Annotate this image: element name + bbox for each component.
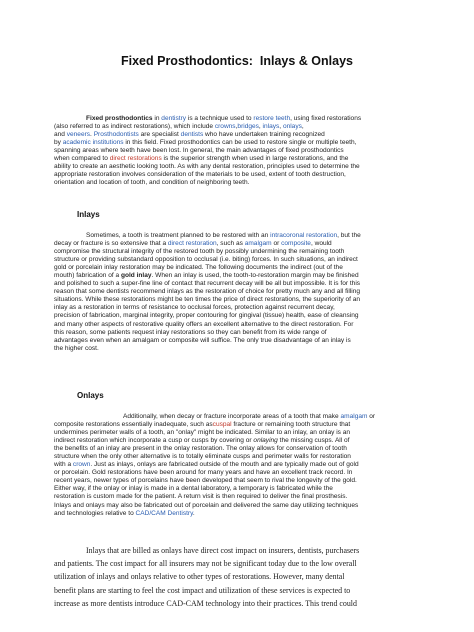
paragraph-line <box>54 264 424 272</box>
paragraph-line <box>54 288 424 296</box>
text-run: is the superior strength when used in large restorations, and the <box>161 155 349 163</box>
paragraph-line <box>54 570 424 583</box>
text-run: utilization of inlays and onlays relative to other types of restorations. However, many dental <box>54 572 345 582</box>
text-run: , such as <box>216 240 245 248</box>
text-run: and many other aspects of restorative quality offers an excellent alternative to the direct restoration. For <box>54 320 354 328</box>
text-link[interactable]: dentists <box>180 131 204 139</box>
inlays-heading: Inlays <box>77 210 100 219</box>
paragraph-line <box>54 304 424 312</box>
text-run: , <box>235 123 238 131</box>
text-run: situations. While these restorations might be ten times the price of direct restorations, the superiority of an <box>54 296 361 304</box>
text-link[interactable]: restore teeth <box>253 115 291 122</box>
text-run: structure or providing substandard opposition to occlusal (i.e. biting) forces. In such situations, an indirect <box>54 256 358 264</box>
paragraph-line <box>54 510 424 518</box>
paragraph-line <box>54 256 424 264</box>
text-run: fracture or remaining tooth structure that <box>231 421 351 429</box>
text-link[interactable]: bridges <box>237 123 259 131</box>
paragraph-line <box>54 296 424 304</box>
text-link[interactable]: CAD/CAM Dentistry <box>135 509 193 517</box>
onlays-heading: Onlays <box>77 391 104 400</box>
text-run: reason that some dentists recommend inlays as the restoration of choice for pretty much any and all filling <box>54 288 361 296</box>
paragraph-line <box>54 597 424 610</box>
text-link[interactable]: intracoronal restoration <box>270 232 338 239</box>
paragraph-line <box>54 163 424 171</box>
paragraph-line <box>54 453 424 461</box>
paragraph-line <box>54 147 424 155</box>
text-link[interactable]: amalgam <box>244 240 272 248</box>
text-link[interactable]: crowns <box>214 123 236 131</box>
paragraph-line <box>54 139 424 147</box>
title-part-2: Inlays & Onlays <box>259 54 353 68</box>
paragraph-line <box>54 321 424 329</box>
title-part-1: Fixed Prosthodontics: <box>120 54 253 68</box>
text-run: undermines perimeter walls of a tooth, an "onlay" might be indicated. Similar to an inlay, an onlay is an <box>54 429 351 437</box>
paragraph-line <box>54 429 424 437</box>
text-link[interactable]: inlays <box>262 123 280 131</box>
paragraph-line <box>54 312 424 320</box>
text-link[interactable]: direct restoration <box>167 240 217 248</box>
text-run: (also referred to as indirect restorations), which include <box>54 123 215 131</box>
text-run: with a <box>54 461 73 469</box>
text-run: composite restorations essentially inadequate, such as <box>54 421 213 429</box>
text-run: inlay as a restoration in terms of resistance to occlusal forces, protection against recurrent decay, <box>54 304 335 312</box>
text-run: the missing cusps. All of <box>277 437 350 445</box>
paragraph-line <box>54 248 424 256</box>
text-run: , using fixed restorations <box>290 115 362 122</box>
paragraph-line <box>54 171 424 179</box>
text-run: , <box>279 123 283 131</box>
text-run: ability to create an aesthetic looking tooth. As with any dental restoration, principles used to determine the <box>54 163 360 171</box>
paragraph-line <box>54 413 424 421</box>
text-run: . <box>90 131 94 139</box>
text-run: in <box>152 115 162 122</box>
text-run: mouth) fabrication of a <box>54 272 121 280</box>
paragraph-line <box>54 280 424 288</box>
text-link[interactable]: dentistry <box>161 115 187 122</box>
text-run: or <box>367 413 376 420</box>
text-run: appropriate restoration involves consideration of the materials to be used, extent of tooth destruction, <box>54 171 346 179</box>
intro-paragraph <box>54 115 424 187</box>
paragraph-line <box>54 477 424 485</box>
paragraph-line <box>54 544 424 557</box>
text-run: is a technique used to <box>186 115 254 122</box>
paragraph-line <box>54 421 424 429</box>
text-run: , <box>301 123 304 131</box>
paragraph-line <box>54 502 424 510</box>
text-run: the benefits of an inlay are present in the onlay restoration. The onlay allows for conservation of tooth <box>54 445 347 453</box>
text-run: in this field. Fixed prosthodontics can be used to restore single or multiple teeth, <box>123 139 357 147</box>
text-run: benefit plans are starting to feel the cost impact and utilization of these services is expected to <box>54 585 351 595</box>
paragraph-line <box>54 437 424 445</box>
paragraph-line <box>54 232 424 240</box>
text-run: and polished to such a super-fine line of contact that recurrent decay will be all but impossible. It is for this <box>54 280 361 288</box>
bold-text: gold inlay <box>120 272 152 280</box>
text-run: gold or porcelain inlay restoration may be indicated. The following documents the indirect (out of the <box>54 264 343 272</box>
text-run: Inlays that are billed as onlays have direct cost impact on insurers, dentists, purchasers <box>86 546 360 555</box>
text-run: or porcelain. Gold restorations have been around for many years and have an excellent track record. In <box>54 469 353 477</box>
paragraph-line <box>54 345 424 353</box>
paragraph-line <box>54 131 424 139</box>
text-link[interactable]: direct restorations <box>109 155 162 163</box>
text-run: decay or fracture is so extensive that a <box>54 240 168 248</box>
text-run: and patients. The cost impact for all insurers may not be significant today due to the low overall <box>54 559 357 569</box>
text-run: who have undertaken training recognized <box>203 131 325 139</box>
paragraph-line <box>54 179 424 187</box>
text-run: , would <box>310 240 332 248</box>
paragraph-line <box>54 557 424 570</box>
text-run: , but the <box>337 232 361 239</box>
text-run: advantages even when an amalgam or composite will suffice. The only true disadvantage of an inlay is <box>54 336 351 344</box>
paragraph-line <box>54 123 424 131</box>
text-run: Additionally, when decay or fracture incorporate areas of a tooth that make <box>123 413 341 420</box>
text-run: restoration is custom made for the patient. A return visit is then required to deliver the final prosthesis. <box>54 493 348 501</box>
text-run: . Just as inlays, onlays are fabricated outside of the mouth and are typically made out of gold <box>90 461 359 469</box>
text-run: and <box>54 131 67 139</box>
inlays-paragraph <box>54 232 424 353</box>
italic-text: onlaying <box>253 437 278 445</box>
text-run: , <box>258 123 263 131</box>
paragraph-line <box>54 337 424 345</box>
text-link[interactable]: Prosthodontists <box>93 131 139 139</box>
paragraph-line <box>54 240 424 248</box>
paragraph-line <box>54 445 424 453</box>
paragraph-line <box>54 493 424 501</box>
text-run: recent years, newer types of porcelains have been developed that seem to rival the longevity of the gold. <box>54 477 357 485</box>
text-link[interactable]: crown <box>72 461 91 469</box>
text-run: this reason, some patients request inlay restorations so they can benefit from its wide range of <box>54 328 327 336</box>
paragraph-line <box>54 155 424 163</box>
text-run: precision of fabrication, marginal integrity, proper contouring for gingival (tissue) health, ease of cleansing <box>54 312 359 320</box>
text-link[interactable]: amalgam <box>340 413 368 420</box>
onlays-paragraph <box>54 413 424 518</box>
text-run: increase as more dentists introduce CAD-CAM technology into their practices. This trend could <box>54 598 357 608</box>
page-title <box>0 54 474 68</box>
text-link[interactable]: composite <box>281 240 311 248</box>
paragraph-line <box>54 461 424 469</box>
paragraph-line <box>54 272 424 280</box>
paragraph-line <box>54 329 424 337</box>
text-run: are specialist <box>138 131 181 139</box>
text-run: compromise the structural integrity of the restored tooth by possibly undermining the remaining tooth <box>54 248 345 256</box>
text-run: Inlays and onlays may also be fabricated out of porcelain and delivered the same day utilizing techniques <box>54 501 359 509</box>
text-link[interactable]: academic institutions <box>62 139 124 147</box>
text-link[interactable]: onlays <box>282 123 302 131</box>
text-run: orientation and location of tooth, and condition of neighboring teeth. <box>54 179 250 187</box>
paragraph-line <box>54 469 424 477</box>
paragraph-line <box>54 584 424 597</box>
closing-paragraph <box>54 544 424 610</box>
bold-text: Fixed prosthodontics <box>86 115 153 122</box>
paragraph-line <box>54 115 424 123</box>
text-run: spanning areas where teeth have been lost. In general, the main advantages of fixed prosthodontics <box>54 147 344 155</box>
text-run: when compared to <box>54 155 110 163</box>
text-run: Either way, if the onlay or inlay is made in a dental laboratory, a temporary is fabricated while the <box>54 485 333 493</box>
text-run: the higher cost. <box>54 344 99 352</box>
text-run: Sometimes, a tooth is treatment planned to be restored with an <box>86 232 271 239</box>
text-link[interactable]: cuspal <box>212 421 232 429</box>
text-link[interactable]: veneers <box>66 131 91 139</box>
text-run: structure when the only other alternative is to totally eliminate cusps and perimeter walls for restoration <box>54 453 351 461</box>
text-run: and technologies relative to <box>54 509 136 517</box>
text-run: or <box>271 240 282 248</box>
text-run: by <box>54 139 63 147</box>
text-run: . When an inlay is used, the tooth-to-restoration margin may be finished <box>151 272 359 280</box>
text-run: . <box>192 509 195 517</box>
text-run: indirect restoration which incorporate a cusp or cusps by covering or <box>54 437 254 445</box>
paragraph-line <box>54 485 424 493</box>
